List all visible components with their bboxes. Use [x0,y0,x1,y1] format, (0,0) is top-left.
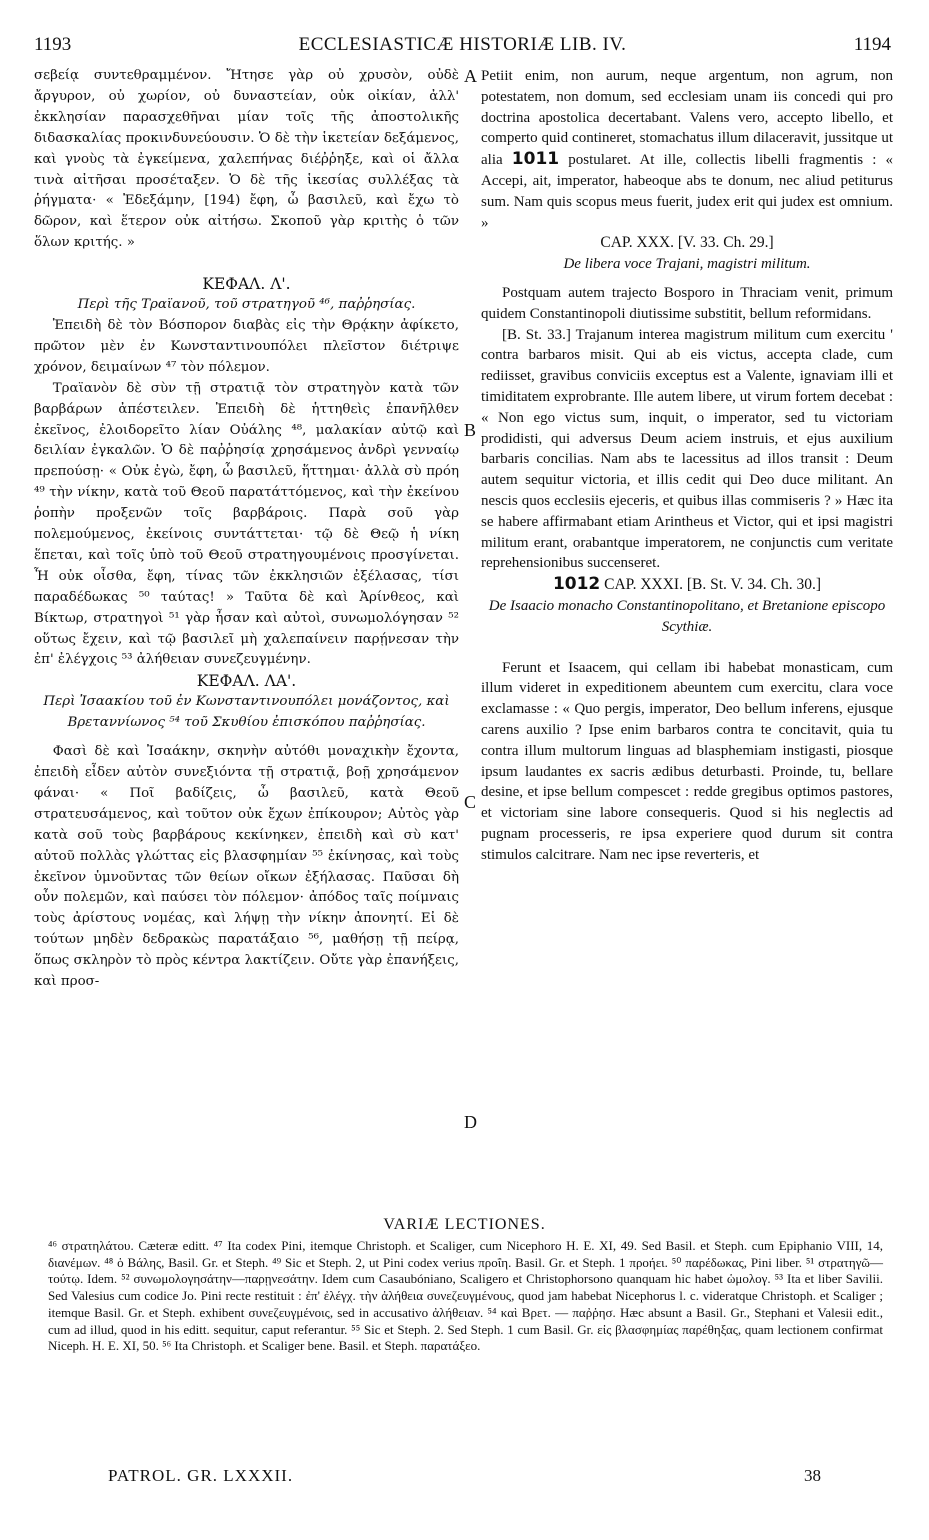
latin-chapter-subtitle: De Isaacio monacho Constantinopolitano, et Bretanione episcopo Scythiæ. [488,597,886,635]
column-number-1011: 1011 [511,149,560,170]
margin-marker-d: D [464,1112,477,1132]
latin-paragraph: Postquam autem trajecto Bosporo in Thraciam venit, primum quidem Constantinopoli diutissime substitit, bellum reformidans. [481,284,893,322]
latin-chapter-subtitle: De libera voce Trajani, magistri militum. [563,256,811,273]
latin-chapter-heading-line [481,574,893,596]
latin-chapter-heading: CAP. XXXI. [B. St. V. 34. Ch. 30.] [604,576,822,594]
latin-text: Petiit enim, non aurum, neque argentum, non agrum, non potestatem, non domum, sed ecclesiam unam iis concedi qui pro doctrina apostolica decertabant. Valens vero, accepto libello, et comperto quid contineret, stomachatus illum dilaceravit, jussitque ut alia [481,68,893,169]
greek-paragraph: Φασὶ δὲ καὶ Ἰσαάκην, σκηνὴν αὐτόθι μοναχικὴν ἔχοντα, ἐπειδὴ εἶδεν αὐτὸν συνεξιόντα τῇ στρατιᾷ, βοῇ χρησάμενον φάναι· « Ποῖ βαδίζεις, ὦ βασιλεῦ, κατὰ Θεοῦ στρατευσάμενος, καὶ τοῦτον οὐκ ἔχων ἐπίκουρον; Αὐτὸς γὰρ κατὰ σοῦ τοὺς βαρβάρους κεκίνηκεν, ἐπειδὴ καὶ σὺ κατ' αὐτοῦ πολλὰς γλώττας εἰς βλασφημίαν ⁵⁵ ἐκίνησας, καὶ τοὺς ἐκεῖνον ὑμνοῦντας τῶν θείων οἴκων ἐξήλασας. Παῦσαι δὴ οὖν πολεμῶν, καὶ παύσει τὸν πόλεμον· ἀπόδος ταῖς ποίμναις τοὺς ἀρίστους νομέας, καὶ λήψῃ τὴν νίκην ἀπονητί. Εἰ δὲ τούτων μηδὲν δεδρακὼς παρατάξαιο ⁵⁶, μαθήσῃ τῇ πείρᾳ, ὅπως σκληρὸν τὸ πρὸς κέντρα λακτίζειν. Οὔτε γὰρ ἐπανήξεις, καὶ προσ- [34,744,459,990]
footer-signature: 38 [804,1466,821,1485]
latin-column [481,66,893,865]
latin-text: postularet. At ille, collectis libelli fragmentis : « Accepi, ait, imperator, habeoque abs te donum, nec aliud petiturus sum. Nam quis scopus meus fuerit, judex erit qui judex est omnium. » [481,152,893,231]
margin-marker-b: B [464,420,477,440]
greek-paragraph: σεβείᾳ συντεθραμμένον. Ἤτησε γὰρ οὐ χρυσὸν, οὐδὲ ἄργυρον, οὐ χωρίον, οὐ δυναστείαν, οὐκ οἰκίαν, ἀλλ' ἐκκλησίαν παρασχεθῆναι μίαν τοῖς τῆς ἀποστολικῆς διδασκαλίας προκινδυνεύουσιν. Ὁ δὲ τὴν ἱκετείαν δεξάμενος, καὶ γνοὺς τὰ ἐγκείμενα, χαλεπήνας διέῤῥηξε, καὶ οἱ ἄλλα τινὰ αἰτῆσαι προσέταξεν. Ὁ δὲ τῆς ἱκεσίας συλλέξας τὰ ῥήγματα· « Ἐδεξάμην, [194) ἔφη, ὦ βασιλεῦ, καὶ ἔχω τὸ δῶρον, καὶ ἕτερον οὐκ αἰτήσω. Σκοποῦ γὰρ κριτὴς ὁ τῶν ὅλων κριτής. » [34,68,459,251]
latin-chapter-heading: CAP. XXX. [V. 33. Ch. 29.] [600,234,774,252]
latin-paragraph: Ferunt et Isaacem, qui cellam ibi habebat monasticam, cum illum videret in expeditionem abeuntem cum exercitu, clara voce exclamasse : « Quo pergis, imperator, Deo bellum inferens, ejusque carens auxilio ? Ipse enim barbaros contra te concitavit, quia tu contra illum multorum linguas ad blasphemiam instigasti, piosque ipsum laudantes ex sacris ædibus deturbasti. Proinde, tu, bellare desine, et ipse bellum compescet : redde gregibus optimos pastores, et victoriam sine labore consequeris. Quod si his neglectis ad pugnam processeris, re ipsa experiere quod durum sit contra stimulos calcitrare. Nam nec ipse reverteris, et [481,659,893,863]
greek-column [34,66,459,993]
margin-marker-a: A [464,66,477,86]
page-footer [108,1466,821,1488]
greek-paragraph: Τραϊανὸν δὲ σὺν τῇ στρατιᾷ τὸν στρατηγὸν κατὰ τῶν βαρβάρων ἀπέστειλεν. Ἐπειδὴ δὲ ἡττηθεὶς ἐπανῆλθεν ἐκεῖνος, ἐλοιδορεῖτο λίαν Οὐάλης ⁴⁸, μαλακίαν αὐτῷ καὶ δειλίαν ἐγκαλῶν. Ὁ δὲ παῤῥησίᾳ χρησάμενος ἀνδρὶ γενναίῳ πρεπούσῃ· « Οὐκ ἐγὼ, ἔφη, ὦ βασιλεῦ, ἥττημαι· ἀλλὰ σὺ πρόη ⁴⁹ τὴν νίκην, κατὰ τοῦ Θεοῦ παρατάττόμενος, καὶ τὴν ἐκείνου ῥοπὴν προξενῶν τοῖς βαρβάροις. Παρὰ σοῦ γὰρ πολεμούμενος, ἐκείνοις συντάττεται· τῷ δὲ Θεῷ ἡ νίκη ἕπεται, καὶ τοῖς ὑπὸ τοῦ Θεοῦ στρατηγουμένοις προσγίνεται. Ἦ οὐκ οἶσθα, ἔφη, τίνας τῶν ἐκκλησιῶν ἐξέλασας, τίσι παραδέδωκας ⁵⁰ ταύτας! » Ταῦτα δὲ καὶ Ἀρίνθεος, καὶ Βίκτωρ, στρατηγοὶ ⁵¹ γὰρ ἦσαν καὶ αὐτοὶ, συνωμολόγησαν ⁵² οὕτως ἔχειν, καὶ τῷ βασιλεῖ μὴ χαλεπαίνειν παρῄνεσαν τὴν ἐπ' ἐλέγχοις ⁵³ ἀλήθειαν συνεζευγμένην. [34,380,459,668]
latin-paragraph [481,66,893,233]
greek-paragraph: Ἐπειδὴ δὲ τὸν Βόσπορον διαβὰς εἰς τὴν Θρᾴκην ἀφίκετο, πρῶτον μὲν ἐν Κωνσταντινουπόλει πλεῖστον διέτριψε χρόνον, δειμαίνων ⁴⁷ τὸν πόλεμον. [34,317,459,375]
right-page-number: 1194 [853,34,891,55]
greek-chapter-subtitle: Περὶ Ἰσαακίου τοῦ ἐν Κωνσταντινουπόλει μονάζοντος, καὶ Βρεταννίωνος ⁵⁴ τοῦ Σκυθίου ἐπισκόπου παῤῥησίας. [43,694,450,731]
running-header [34,34,891,58]
variae-lectiones-title: VARIÆ LECTIONES. [383,1216,546,1233]
margin-marker-c: C [464,792,477,812]
greek-chapter-heading: ΚΕΦΑΛ. ΛΑ'. [196,672,297,691]
latin-paragraph: [B. St. 33.] Trajanum interea magistrum militum cum exercitu ' contra barbaros misit. Qui ab eis victus, accepta clade, cum rediisset, gravibus conviciis exceptus est a Valente, ignaviam illi et timiditatem exprobrante. Ille autem libere, ut virum fortem decebat : « Non ego victus sum, inquit, o imperator, sed tu victoriam prodidisti, qui adversus Deum aciem instruis, et ejus auxilium barbaris concilias. Nam abs te lacessitus ad illos transit : Deum autem sequitur victoria, et illis cedit qui Deo duce militant. An nescis quos ecclesiis ejeceris, et quibus illas commiseris ? » Hæc ita se habere affirmabant etiam Arintheus et Victor, qui et ipsi magistri militum erant, orabantque imperatorem, ne conjunctis cum veritate reprehensionibus succenseret. [481,326,893,572]
footer-series: PATROL. GR. LXXXII. [108,1466,294,1485]
running-title: ECCLESIASTICÆ HISTORIÆ LIB. IV. [298,34,627,55]
greek-chapter-heading: ΚΕΦΑΛ. Λ'. [202,275,291,294]
column-number-1012: 1012 [552,574,601,595]
variae-lectiones-notes: ⁴⁶ στρατηλάτου. Cæteræ editt. ⁴⁷ Ita codex Pini, itemque Christoph. et Scaliger, cum Nicephoro H. E. XI, 49. Sed Basil. et Steph. cum Epiphanio VIII, 14, διανέμων. ⁴⁸ ὁ Βάλης, Basil. Gr. et Steph. ⁴⁹ Sic et Steph. 2, ut Pini codex verius προΐη. Basil. Gr. et Steph. 1 προήει. ⁵⁰ παρέδωκας, Pini liber. ⁵¹ στρατηγῶ—τούτῳ. Idem. ⁵² συνωμολογησάτην—παρῃνεσάτην. Idem cum Casaubóniano, Scaligero et Christophorsono quanquam hic habet ὡμολογ. ⁵³ Ita et liber Savilii. Sed Valesius cum codice Jo. Pini recte restituit : ἐπ' ἐλέγχ. τὴν ἀλήθεια συνεζευγμένους, quod jam habebat Nicephorus l. c. videratque Christoph. et Scaliger ; itemque Basil. Gr. et Steph. exhibent συνεζευγμένοις, sed in accusativo ἀλήθειαν. ⁵⁴ καὶ Βρετ. — παῤῥησ. Hæc absunt a Basil. Gr., Stephani et Valesii edit., cum ad illud, quod in his editt. sequitur, caput referantur. ⁵⁵ Sic et Steph. 2. Sed Steph. 1 cum Basil. Gr. εἰς βλασφημίας παρέθηξας, quam lectionem confirmat Niceph. H. E. XI, 50. ⁵⁶ Ita Christoph. et Scaliger bene. Basil. et Steph. παρατάξεο. [48,1238,883,1354]
greek-chapter-subtitle: Περὶ τῆς Τραϊανοῦ, τοῦ στρατηγοῦ ⁴⁶, παῤῥησίας. [77,297,416,313]
left-page-number: 1193 [34,34,72,55]
